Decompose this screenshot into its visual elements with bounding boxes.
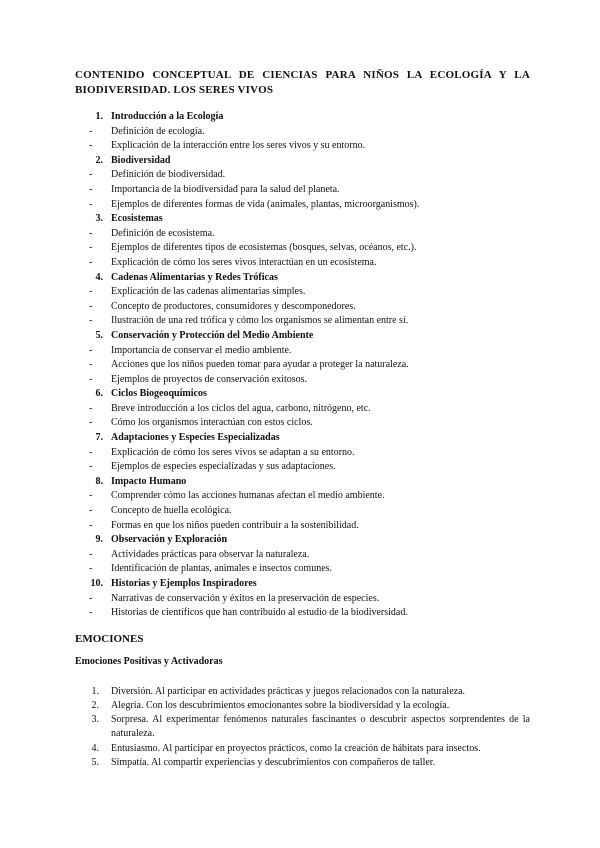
- section: [75, 475, 530, 533]
- section-heading: [75, 110, 530, 125]
- content-sections: [75, 110, 530, 621]
- bullet-dash: -: [89, 286, 93, 298]
- section-heading: [75, 154, 530, 169]
- list-item-text: Definición de ecosistema.: [111, 227, 215, 239]
- list-item-text: Acciones que los niños pueden tomar para ayudar a proteger la naturaleza.: [111, 359, 409, 371]
- list-item-text: Importancia de la biodiversidad para la salud del planeta.: [111, 183, 340, 195]
- emotions-heading: EMOCIONES: [75, 632, 144, 645]
- section-heading: [75, 533, 530, 548]
- bullet-dash: -: [89, 227, 93, 239]
- section: [75, 387, 530, 431]
- section-number: 6.: [95, 388, 103, 400]
- list-item: [75, 358, 530, 373]
- bullet-dash: -: [89, 563, 93, 575]
- bullet-dash: -: [89, 607, 93, 619]
- list-item: [75, 227, 530, 242]
- section-title: Introducción a la Ecología: [111, 111, 224, 122]
- section-title: Ciclos Biogeoquímicos: [111, 388, 207, 400]
- section-title: Biodiversidad: [111, 154, 171, 166]
- bullet-dash: -: [89, 140, 93, 152]
- list-item: [75, 548, 530, 563]
- list-item: [75, 416, 530, 431]
- bullet-dash: -: [89, 125, 93, 137]
- emotion-number: 3.: [91, 714, 99, 726]
- list-item: [75, 460, 530, 475]
- list-item: [75, 592, 530, 607]
- section: [75, 271, 530, 329]
- section-heading: [75, 577, 530, 592]
- section-number: 10.: [90, 578, 103, 589]
- emotions-subheading: Emociones Positivas y Activadoras: [75, 655, 223, 667]
- section-number: 3.: [95, 213, 103, 225]
- section-title: Adaptaciones y Especies Especializadas: [111, 432, 280, 444]
- section: [75, 110, 530, 154]
- list-item-text: Concepto de huella ecológica.: [111, 505, 232, 517]
- list-item: [75, 489, 530, 504]
- section-number: 1.: [95, 111, 103, 122]
- list-item-text: Explicación de las cadenas alimentarias simples.: [111, 286, 306, 298]
- section-title: Cadenas Alimentarias y Redes Tróficas: [111, 271, 278, 283]
- bullet-dash: -: [89, 373, 93, 385]
- section-number: 5.: [95, 329, 103, 341]
- emotion-text: Sorpresa. Al experimentar fenómenos naturales fascinantes o descubrir aspectos sorprendentes de la naturaleza.: [111, 714, 530, 740]
- section-title: Impacto Humano: [111, 475, 187, 487]
- list-item-text: Ejemplos de especies especializadas y sus adaptaciones.: [111, 461, 336, 473]
- emotion-item: [75, 713, 530, 741]
- section-title: Observación y Exploración: [111, 534, 228, 546]
- bullet-dash: -: [89, 300, 93, 312]
- section: [75, 329, 530, 387]
- list-item-text: Comprender cómo las acciones humanas afectan el medio ambiente.: [111, 490, 385, 502]
- emotion-item: [75, 699, 530, 713]
- section-title: Conservación y Protección del Medio Ambiente: [111, 329, 314, 341]
- section: [75, 154, 530, 212]
- list-item: [75, 562, 530, 577]
- section-number: 2.: [95, 154, 103, 166]
- bullet-dash: -: [89, 256, 93, 268]
- emotion-item: [75, 742, 530, 756]
- bullet-dash: -: [89, 505, 93, 517]
- section: [75, 533, 530, 577]
- list-item-text: Explicación de cómo los seres vivos interactúan en un ecosistema.: [111, 256, 377, 268]
- section-number: 4.: [95, 271, 103, 283]
- bullet-dash: -: [89, 461, 93, 473]
- section-title: Ecosistemas: [111, 213, 163, 225]
- list-item: [75, 300, 530, 315]
- bullet-dash: -: [89, 548, 93, 560]
- list-item: [75, 183, 530, 198]
- emotion-number: 5.: [91, 756, 99, 768]
- list-item-text: Definición de biodiversidad.: [111, 169, 226, 181]
- list-item-text: Importancia de conservar el medio ambiente.: [111, 344, 292, 356]
- list-item-text: Explicación de cómo los seres vivos se adaptan a su entorno.: [111, 446, 355, 458]
- bullet-dash: -: [89, 519, 93, 531]
- bullet-dash: -: [89, 344, 93, 356]
- bullet-dash: -: [89, 359, 93, 371]
- list-item-text: Ejemplos de diferentes formas de vida (animales, plantas, microorganismos).: [111, 198, 420, 210]
- section-heading: [75, 431, 530, 446]
- emotion-item: [75, 756, 530, 770]
- section-number: 9.: [95, 534, 103, 546]
- section: [75, 212, 530, 270]
- bullet-dash: -: [89, 242, 93, 254]
- list-item: [75, 168, 530, 183]
- emotion-text: Diversión. Al participar en actividades prácticas y juegos relacionados con la naturaleza.: [111, 685, 466, 697]
- section-heading: [75, 212, 530, 227]
- list-item: [75, 344, 530, 359]
- section-number: 7.: [95, 432, 103, 444]
- list-item: [75, 314, 530, 329]
- list-item: [75, 139, 530, 154]
- emotion-number: 4.: [91, 742, 99, 754]
- emotions-list: [75, 685, 530, 770]
- list-item: [75, 402, 530, 417]
- section-number: 8.: [95, 475, 103, 487]
- list-item: [75, 446, 530, 461]
- list-item: [75, 285, 530, 300]
- list-item: [75, 256, 530, 271]
- emotion-text: Entusiasmo. Al participar en proyectos prácticos, como la creación de hábitats para insectos.: [111, 742, 481, 754]
- list-item: [75, 373, 530, 388]
- list-item: [75, 519, 530, 534]
- bullet-dash: -: [89, 183, 93, 195]
- list-item-text: Formas en que los niños pueden contribuir a la sostenibilidad.: [111, 519, 359, 531]
- list-item: [75, 606, 530, 621]
- list-item-text: Cómo los organismos interactúan con estos ciclos.: [111, 417, 313, 429]
- section-heading: [75, 475, 530, 490]
- bullet-dash: -: [89, 315, 93, 327]
- list-item-text: Concepto de productores, consumidores y descomponedores.: [111, 300, 356, 312]
- list-item: [75, 504, 530, 519]
- document-title: CONTENIDO CONCEPTUAL DE CIENCIAS PARA NIÑOS LA ECOLOGÍA Y LA BIODIVERSIDAD. LOS SERES VIVOS: [75, 69, 530, 96]
- list-item-text: Breve introducción a los ciclos del agua, carbono, nitrógeno, etc.: [111, 402, 371, 414]
- list-item-text: Ilustración de una red trófica y cómo los organismos se alimentan entre sí.: [111, 315, 409, 327]
- bullet-dash: -: [89, 490, 93, 502]
- list-item-text: Definición de ecología.: [111, 125, 205, 137]
- list-item-text: Historias de científicos que han contribuido al estudio de la biodiversidad.: [111, 607, 408, 619]
- bullet-dash: -: [89, 446, 93, 458]
- section-heading: [75, 329, 530, 344]
- bullet-dash: -: [89, 592, 93, 604]
- list-item-text: Ejemplos de proyectos de conservación exitosos.: [111, 373, 308, 385]
- bullet-dash: -: [89, 402, 93, 414]
- bullet-dash: -: [89, 198, 93, 210]
- emotion-text: Alegría. Con los descubrimientos emocionantes sobre la biodiversidad y la ecología.: [111, 699, 450, 711]
- bullet-dash: -: [89, 169, 93, 181]
- list-item-text: Ejemplos de diferentes tipos de ecosistemas (bosques, selvas, océanos, etc.).: [111, 242, 417, 254]
- list-item-text: Actividades prácticas para observar la naturaleza.: [111, 548, 310, 560]
- bullet-dash: -: [89, 417, 93, 429]
- list-item-text: Identificación de plantas, animales e insectos comunes.: [111, 563, 333, 575]
- list-item: [75, 241, 530, 256]
- emotion-number: 1.: [91, 685, 99, 697]
- section: [75, 577, 530, 621]
- emotion-item: [75, 685, 530, 699]
- emotion-text: Simpatía. Al compartir experiencias y descubrimientos con compañeros de taller.: [111, 756, 436, 768]
- section-title: Historias y Ejemplos Inspiradores: [111, 578, 257, 589]
- list-item-text: Explicación de la interacción entre los seres vivos y su entorno.: [111, 140, 366, 152]
- list-item: [75, 198, 530, 213]
- section-heading: [75, 271, 530, 286]
- list-item-text: Narrativas de conservación y éxitos en la preservación de especies.: [111, 592, 380, 604]
- emotion-number: 2.: [91, 699, 99, 711]
- section: [75, 431, 530, 475]
- section-heading: [75, 387, 530, 402]
- list-item: [75, 125, 530, 140]
